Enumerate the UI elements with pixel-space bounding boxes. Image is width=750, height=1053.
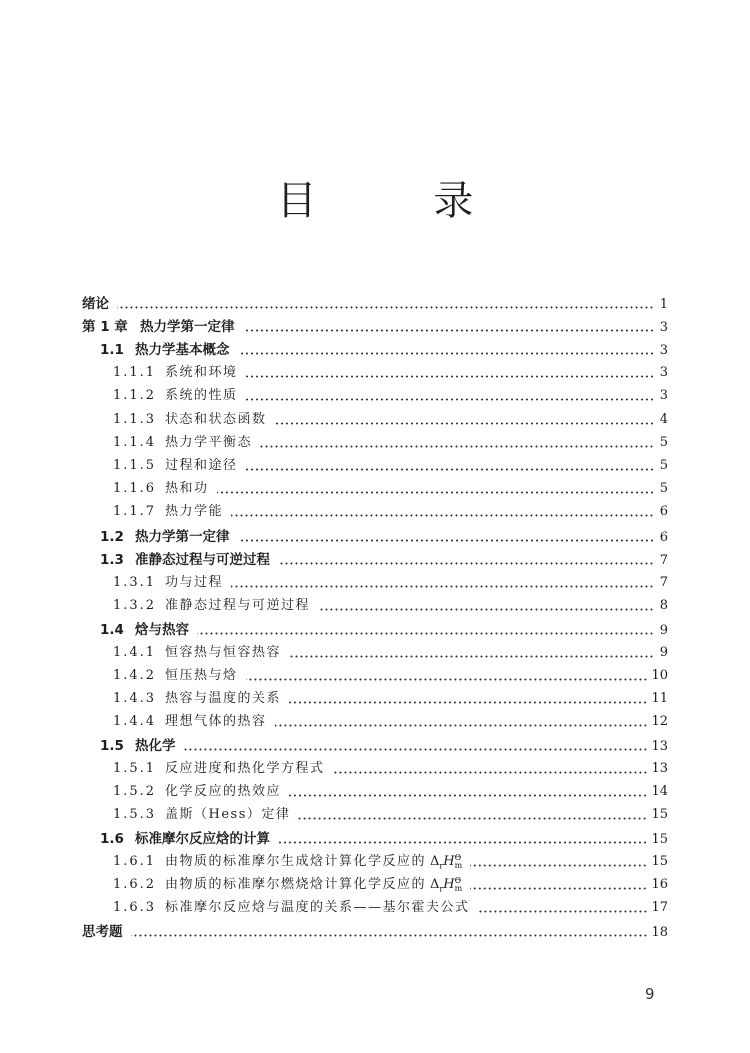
toc-entry-number: 1.6.3 (113, 900, 157, 915)
toc-entry-title: 功与过程 (165, 575, 224, 590)
dot-leader (246, 398, 654, 401)
toc-entry[interactable] (113, 409, 668, 431)
toc-entry-page: 12 (651, 714, 668, 729)
toc-entry-page: 8 (659, 598, 668, 613)
toc-entry-title: 焓与热容 (135, 622, 189, 638)
toc-entry-page: 3 (659, 388, 668, 403)
toc-entry-page: 6 (659, 530, 668, 545)
toc-entry-page: 7 (659, 575, 668, 590)
toc-entry-title: 系统和环境 (165, 365, 238, 380)
toc-entry-title: 热力学能 (165, 504, 224, 519)
toc-entry-title: 标准摩尔反应焓的计算 (135, 831, 270, 847)
toc-entry-page: 5 (659, 481, 668, 496)
toc-entry-page: 15 (651, 832, 668, 847)
toc-entry-page: 3 (659, 365, 668, 380)
toc-entry-title: 恒容热与恒容热容 (165, 645, 282, 660)
toc-entry-title: 思考题 (82, 924, 123, 940)
toc-entry-number: 1.5.1 (113, 761, 157, 776)
toc-entry-page: 15 (651, 807, 668, 822)
toc-entry[interactable] (113, 758, 668, 780)
toc-entry-title: 准静态过程与可逆过程 (165, 598, 311, 613)
dot-leader (278, 841, 647, 844)
toc-entry[interactable] (113, 642, 668, 664)
toc-entry-page: 5 (659, 435, 668, 450)
toc-entry-title: 热和功 (165, 481, 209, 496)
toc-entry-page: 6 (659, 504, 668, 519)
toc-entry-title: 状态和状态函数 (165, 412, 267, 427)
dot-leader (117, 306, 654, 309)
toc-entry-title: 由物质的标准摩尔燃烧焓计算化学反应的 (165, 877, 427, 892)
toc-entry-page: 10 (651, 668, 668, 683)
toc-entry-title: 绪论 (82, 296, 109, 312)
toc-entry-title: 热容与温度的关系 (165, 691, 282, 706)
dot-leader (217, 491, 654, 494)
toc-entry-page: 15 (651, 854, 668, 869)
dot-leader (278, 562, 654, 565)
toc-entry[interactable] (113, 665, 668, 687)
enthalpy-symbol: $\Delta_rH$ Θ m (430, 875, 463, 894)
toc-entry-number: 1.1 (100, 342, 124, 358)
dot-leader (298, 817, 647, 820)
dot-leader (243, 329, 655, 332)
dot-leader (275, 724, 648, 727)
toc-entry-title: 过程和途径 (165, 458, 238, 473)
toc-entry-number: 第 1 章 (82, 319, 128, 335)
enthalpy-symbol: $\Delta_rH$ Θ m (430, 852, 463, 871)
toc-entry-page: 7 (659, 553, 668, 568)
toc-entry-title: 由物质的标准摩尔生成焓计算化学反应的 (165, 854, 427, 869)
toc-entry[interactable] (82, 293, 668, 315)
dot-leader (470, 864, 647, 867)
toc-entry-number: 1.4.2 (113, 668, 157, 683)
dot-leader (318, 608, 654, 611)
toc-entry[interactable] (100, 735, 668, 757)
dot-leader (478, 910, 648, 913)
toc-entry[interactable] (113, 595, 668, 617)
dot-leader (289, 701, 647, 704)
toc-entry-number: 1.2 (100, 529, 124, 545)
dot-leader (246, 678, 648, 681)
toc-entry-number: 1.6.1 (113, 854, 157, 869)
dot-leader (246, 375, 654, 378)
toc-entry[interactable] (113, 362, 668, 384)
toc-entry-page: 9 (659, 623, 668, 638)
toc-entry-number: 1.3.1 (113, 575, 157, 590)
dot-leader (470, 887, 647, 890)
toc-entry-page: 13 (651, 739, 668, 754)
page-number: 9 (645, 985, 655, 1003)
toc-entry[interactable] (113, 781, 668, 803)
toc-entry-title: 系统的性质 (165, 388, 238, 403)
toc-entry-number: 1.1.7 (113, 504, 157, 519)
toc-entry[interactable] (113, 478, 668, 500)
toc-entry-page: 16 (651, 877, 668, 892)
toc-entry-page: 18 (651, 925, 668, 940)
toc-entry-page: 3 (659, 343, 668, 358)
toc-entry-page: 17 (651, 900, 668, 915)
toc-entry-title: 恒压热与焓 (165, 668, 238, 683)
toc-entry-title: 反应进度和热化学方程式 (165, 761, 325, 776)
toc-entry-title: 理想气体的热容 (165, 714, 267, 729)
toc-entry-number: 1.1.6 (113, 481, 157, 496)
toc-entry-title: 盖斯（Hess）定律 (165, 807, 291, 822)
toc-entry-number: 1.3.2 (113, 598, 157, 613)
toc-entry-number: 1.4 (100, 622, 124, 638)
toc-entry[interactable] (113, 851, 668, 873)
toc-entry-number: 1.1.1 (113, 365, 157, 380)
toc-entry-page: 11 (651, 691, 668, 706)
dot-leader (333, 771, 648, 774)
dot-leader (260, 445, 654, 448)
toc-entry-page: 9 (659, 645, 668, 660)
toc-entry[interactable] (100, 339, 668, 361)
dot-leader (275, 422, 654, 425)
toc-entry[interactable] (113, 432, 668, 454)
toc-entry-number: 1.1.5 (113, 458, 157, 473)
toc-entry-title: 标准摩尔反应焓与温度的关系——基尔霍夫公式 (165, 900, 470, 915)
toc-entry-title: 热力学第一定律 (135, 529, 230, 545)
dot-leader (238, 539, 655, 542)
toc-entry-number: 1.5.3 (113, 807, 157, 822)
toc-entry-number: 1.5.2 (113, 784, 157, 799)
dot-leader (289, 794, 647, 797)
toc-entry[interactable] (113, 688, 668, 710)
toc-entry-number: 1.4.3 (113, 691, 157, 706)
toc-entry[interactable] (100, 549, 668, 571)
dot-leader (238, 352, 655, 355)
toc-entry[interactable] (100, 526, 668, 548)
toc-entry-number: 1.6 (100, 831, 124, 847)
dot-leader (231, 585, 654, 588)
toc-entry-number: 1.1.2 (113, 388, 157, 403)
toc-entry[interactable] (100, 828, 668, 850)
toc-entry[interactable] (82, 921, 668, 943)
toc-entry-title: 热力学平衡态 (165, 435, 253, 450)
toc-entry[interactable] (113, 385, 668, 407)
dot-leader (197, 632, 654, 635)
toc-entry[interactable] (113, 804, 668, 826)
toc-entry-number: 1.1.4 (113, 435, 157, 450)
dot-leader (131, 934, 648, 937)
toc-entry-page: 1 (659, 297, 668, 312)
toc-entry-number: 1.3 (100, 552, 124, 568)
dot-leader (289, 655, 654, 658)
toc-entry-number: 1.4.4 (113, 714, 157, 729)
toc-entry-page: 3 (659, 320, 668, 335)
toc-entry[interactable] (113, 874, 668, 896)
toc-entry-number: 1.1.3 (113, 412, 157, 427)
toc-entry-number: 1.6.2 (113, 877, 157, 892)
toc-entry[interactable] (113, 572, 668, 594)
toc-entry[interactable] (113, 897, 668, 919)
toc-entry[interactable] (113, 455, 668, 477)
toc-entry-number: 1.5 (100, 738, 124, 754)
toc-entry[interactable] (82, 316, 668, 338)
toc-entry-title: 热力学第一定律 (140, 319, 235, 335)
dot-leader (184, 748, 648, 751)
toc-entry-number: 1.4.1 (113, 645, 157, 660)
toc-entry[interactable] (113, 711, 668, 733)
toc-entry-title: 准静态过程与可逆过程 (135, 552, 270, 568)
toc-entry-title: 化学反应的热效应 (165, 784, 282, 799)
toc-title: 目 录 (276, 178, 526, 224)
toc-entry-title: 热化学 (135, 738, 176, 754)
toc-entry-page: 13 (651, 761, 668, 776)
dot-leader (246, 468, 654, 471)
toc-entry-page: 4 (659, 412, 668, 427)
toc-entry-page: 14 (651, 784, 668, 799)
toc-entry[interactable] (113, 501, 668, 523)
toc-entry-title: 热力学基本概念 (135, 342, 230, 358)
dot-leader (231, 514, 654, 517)
toc-entry[interactable] (100, 619, 668, 641)
toc-entry-page: 5 (659, 458, 668, 473)
